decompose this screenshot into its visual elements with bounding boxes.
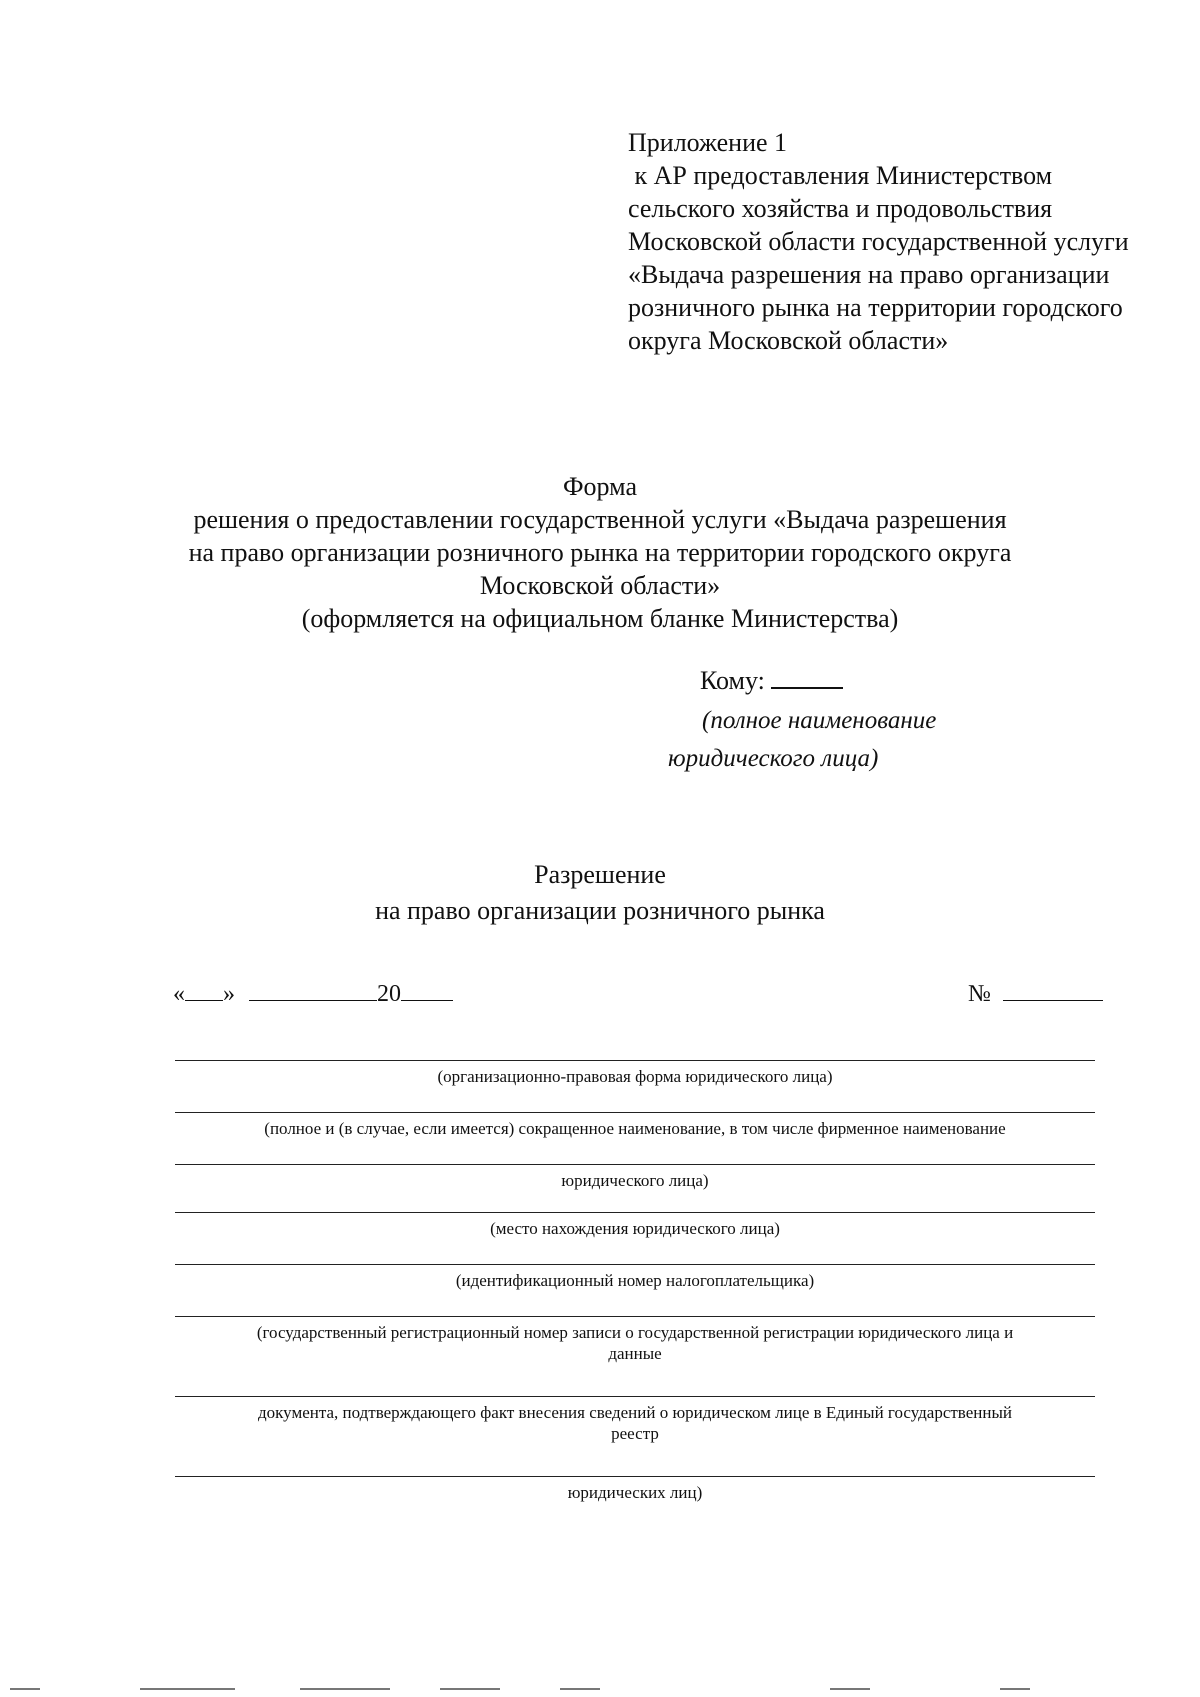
form-title-line: Форма [563,472,637,501]
field-full-name [175,1112,1095,1139]
field-rule[interactable] [175,1112,1095,1113]
field-rule[interactable] [175,1476,1095,1477]
appendix-line: округа Московской области» [628,326,949,355]
field-tax-id [175,1264,1095,1291]
day-blank-field[interactable] [185,980,223,1001]
date-line [173,980,453,1008]
form-title-line: (оформляется на официальном бланке Министерства) [301,604,899,633]
field-registration-number [175,1316,1095,1364]
form-title [150,470,1050,635]
number-sign: № [968,981,991,1007]
form-title-line: Московской области» [479,571,721,600]
field-caption: документа, подтверждающего факт внесения сведений о юридическом лице в Единый государственный [258,1403,1012,1422]
field-rule[interactable] [175,1316,1095,1317]
field-egrul-end [175,1476,1095,1503]
field-location [175,1212,1095,1239]
appendix-line: к АР предоставления Министерством [628,161,1053,190]
number-blank-field[interactable] [1003,980,1103,1001]
field-caption: юридических лиц) [567,1483,703,1502]
addressee-line [700,663,843,699]
field-rule[interactable] [175,1264,1095,1265]
field-egrul-document [175,1396,1095,1444]
addressee-blank-field[interactable] [771,665,843,689]
addressee-note-line2: юридического лица) [668,745,879,772]
permit-title-block [300,857,900,929]
field-rule[interactable] [175,1060,1095,1061]
field-caption: (государственный регистрационный номер записи о государственной регистрации юридического лица и [256,1323,1014,1342]
field-legal-form [175,1060,1095,1087]
month-blank-field[interactable] [249,980,377,1001]
year-blank-field[interactable] [401,980,453,1001]
form-title-line: решения о предоставлении государственной услуги «Выдача разрешения [193,505,1007,534]
appendix-line: розничного рынка на территории городского [628,293,1123,322]
permit-subtitle: на право организации розничного рынка [375,896,825,925]
addressee-note [668,702,936,778]
permit-title: Разрешение [534,860,666,889]
field-full-name-cont [175,1164,1095,1191]
year-prefix: 20 [377,981,401,1007]
number-line [968,980,1103,1008]
addressee-note-line1: (полное наименование [702,707,937,734]
field-caption: (место нахождения юридического лица) [490,1219,780,1238]
field-caption: (организационно-правовая форма юридического лица) [437,1067,833,1086]
field-caption: юридического лица) [561,1171,709,1190]
date-close-quote: » [223,981,235,1007]
appendix-line: Московской области государственной услуги [628,227,1129,256]
field-rule[interactable] [175,1212,1095,1213]
scan-artifacts [0,1688,1200,1694]
field-rule[interactable] [175,1164,1095,1165]
addressee-label: Кому: [700,666,765,695]
appendix-line: «Выдача разрешения на право организации [628,260,1110,289]
appendix-line: Приложение 1 [628,128,788,157]
date-open-quote: « [173,981,185,1007]
field-caption: (идентификационный номер налогоплательщика) [455,1271,815,1290]
field-rule[interactable] [175,1396,1095,1397]
field-caption: (полное и (в случае, если имеется) сокращенное наименование, в том числе фирменное наименование [264,1119,1006,1138]
appendix-header [628,126,1188,357]
field-caption: данные [608,1344,662,1363]
field-caption: реестр [611,1424,659,1443]
appendix-line: сельского хозяйства и продовольствия [628,194,1053,223]
form-title-line: на право организации розничного рынка на территории городского округа [188,538,1012,567]
